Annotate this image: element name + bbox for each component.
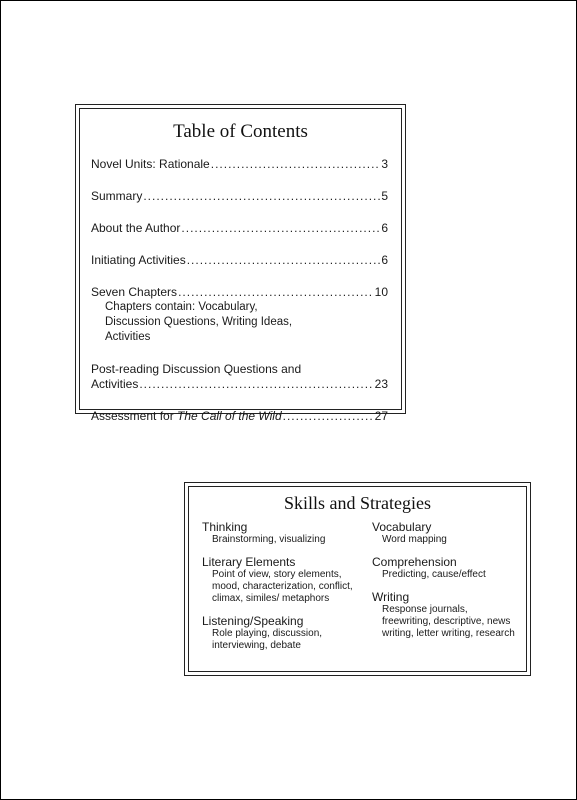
toc-entry-summary: [91, 189, 388, 204]
skill-heading: Literary Elements: [202, 555, 296, 569]
toc-entry-page: 10: [374, 285, 388, 299]
toc-list: [80, 157, 401, 424]
skill-literary-elements: [202, 555, 366, 605]
skill-description: Word mapping: [382, 534, 447, 545]
toc-entry-assessment: [91, 409, 388, 424]
toc-entry-page: 3: [381, 157, 388, 171]
skill-heading: Writing: [372, 590, 410, 604]
toc-entry-title: [91, 409, 282, 424]
toc-entry-title-line2-row: [91, 377, 388, 392]
toc-entry-rationale: [91, 157, 388, 172]
toc-leader-dots: [211, 157, 381, 172]
toc-entry-page: 6: [381, 221, 388, 235]
toc-leader-dots: [139, 377, 373, 392]
toc-entry-page: 6: [381, 253, 388, 267]
skill-description: Brainstorming, visualizing: [212, 534, 326, 545]
toc-entry-about-author: [91, 221, 388, 236]
skill-vocabulary: [372, 520, 516, 546]
toc-entry-post-reading: [91, 362, 388, 392]
skill-heading: Listening/Speaking: [202, 614, 304, 628]
toc-entry-page: 27: [374, 409, 388, 423]
toc-leader-dots: [143, 189, 380, 204]
toc-entry-title: Initiating Activities: [91, 253, 186, 267]
toc-entry-subtext: Chapters contain: Vocabulary, Discussion Questions, Writing Ideas, Activities: [105, 301, 293, 343]
skill-description: Predicting, cause/effect: [382, 569, 486, 580]
toc-entry-title: Novel Units: Rationale: [91, 157, 210, 171]
skills-right-column: [366, 520, 516, 661]
toc-leader-dots: [187, 253, 381, 268]
skill-heading: Comprehension: [372, 555, 457, 569]
toc-leader-dots: [283, 409, 374, 424]
toc-entry-title-line2: Activities: [91, 377, 139, 391]
skill-thinking: [202, 520, 366, 546]
toc-entry-page: 23: [374, 377, 388, 391]
skills-left-column: [202, 520, 366, 661]
skill-description: Response journals, freewriting, descriptive, news writing, letter writing, research: [382, 604, 515, 639]
skill-heading: Vocabulary: [372, 520, 432, 534]
toc-leader-dots: [181, 221, 380, 236]
toc-entry-title-italic: The Call of the Wild: [177, 409, 282, 423]
skill-listening-speaking: [202, 614, 366, 652]
toc-entry-title: Seven Chapters: [91, 285, 178, 299]
toc-entry-initiating-activities: [91, 253, 388, 268]
toc-entry-seven-chapters: [91, 285, 388, 300]
toc-leader-dots: [178, 285, 374, 300]
skills-columns: [189, 520, 526, 661]
toc-entry-title: About the Author: [91, 221, 181, 235]
toc-entry-title-prefix: Assessment for: [91, 409, 178, 423]
toc-entry-page: 5: [381, 189, 388, 203]
skills-and-strategies-box: [184, 482, 531, 676]
toc-entry-title: Summary: [91, 189, 143, 203]
skills-inner-border: [188, 486, 527, 672]
toc-entry-title-line1: Post-reading Discussion Questions and: [91, 362, 302, 376]
skill-description: Role playing, discussion, interviewing, debate: [212, 628, 323, 651]
skill-description: Point of view, story elements, mood, characterization, conflict, climax, similes/ metaphors: [212, 569, 353, 604]
skill-comprehension: [372, 555, 516, 581]
skill-heading: Thinking: [202, 520, 248, 534]
table-of-contents-inner-border: [79, 108, 402, 423]
skills-title: Skills and Strategies: [284, 493, 431, 513]
table-of-contents-box: [75, 104, 406, 423]
toc-title: Table of Contents: [173, 121, 308, 142]
skill-writing: [372, 590, 516, 640]
